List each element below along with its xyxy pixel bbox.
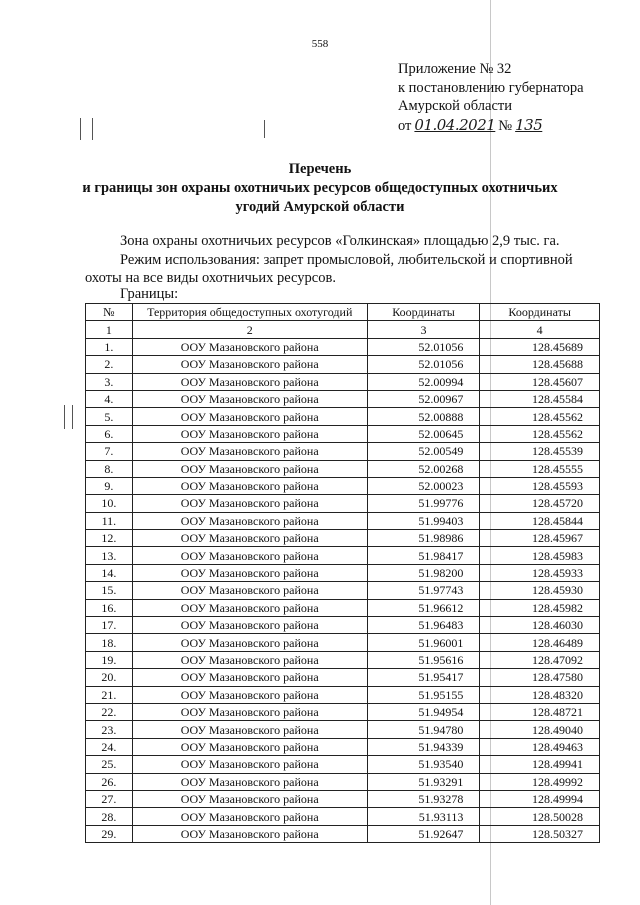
longitude-cell: 128.46030: [480, 617, 600, 634]
table-row: [86, 338, 600, 355]
longitude-cell: 128.45688: [480, 356, 600, 373]
longitude-cell: 128.45555: [480, 460, 600, 477]
column-header: Координаты: [480, 304, 600, 321]
latitude-cell: 52.00023: [367, 477, 480, 494]
row-number-cell: 27.: [86, 790, 133, 807]
scan-artifact-mark: [80, 118, 81, 140]
appendix-line: Приложение № 32: [398, 61, 512, 77]
scan-artifact-mark: [92, 118, 93, 140]
territory-cell: ООУ Мазановского района: [132, 390, 367, 407]
latitude-cell: 51.97743: [367, 582, 480, 599]
latitude-cell: 51.92647: [367, 825, 480, 842]
page-number: 558: [311, 38, 329, 50]
territory-cell: ООУ Мазановского района: [132, 651, 367, 668]
row-number-cell: 12.: [86, 530, 133, 547]
territory-cell: ООУ Мазановского района: [132, 686, 367, 703]
table-row: [86, 373, 600, 390]
territory-cell: ООУ Мазановского района: [132, 669, 367, 686]
longitude-cell: 128.45607: [480, 373, 600, 390]
longitude-cell: 128.45584: [480, 390, 600, 407]
row-number-cell: 10.: [86, 495, 133, 512]
regime-text-continued: охоты на все виды охотничьих ресурсов.: [85, 270, 336, 286]
territory-cell: ООУ Мазановского района: [132, 530, 367, 547]
number-label: №: [498, 117, 513, 134]
table-row: [86, 564, 600, 581]
latitude-cell: 51.96001: [367, 634, 480, 651]
title-line: и границы зон охраны охотничьих ресурсов общедоступных охотничьих угодий Амурской области: [82, 180, 558, 215]
row-number-cell: 2.: [86, 356, 133, 373]
row-number-cell: 5.: [86, 408, 133, 425]
territory-cell: ООУ Мазановского района: [132, 617, 367, 634]
row-number-cell: 4.: [86, 390, 133, 407]
column-header: Территория общедоступных охотугодий: [132, 304, 367, 321]
territory-cell: ООУ Мазановского района: [132, 356, 367, 373]
latitude-cell: 51.94780: [367, 721, 480, 738]
row-number-cell: 29.: [86, 825, 133, 842]
table-row: [86, 495, 600, 512]
territory-cell: ООУ Мазановского района: [132, 808, 367, 825]
title-line: Перечень: [288, 161, 352, 177]
longitude-cell: 128.45562: [480, 408, 600, 425]
table-row: [86, 651, 600, 668]
longitude-cell: 128.48721: [480, 703, 600, 720]
territory-cell: ООУ Мазановского района: [132, 495, 367, 512]
row-number-cell: 9.: [86, 477, 133, 494]
scan-artifact-mark: [72, 405, 73, 429]
latitude-cell: 52.00268: [367, 460, 480, 477]
row-number-cell: 22.: [86, 703, 133, 720]
index-cell: 3: [367, 321, 480, 338]
latitude-cell: 52.00645: [367, 425, 480, 442]
row-number-cell: 25.: [86, 756, 133, 773]
column-header: Координаты: [367, 304, 480, 321]
row-number-cell: 6.: [86, 425, 133, 442]
table-row: [86, 477, 600, 494]
table-row: [86, 356, 600, 373]
row-number-cell: 3.: [86, 373, 133, 390]
longitude-cell: 128.45539: [480, 443, 600, 460]
document-title: [0, 160, 640, 217]
table-body: [86, 338, 600, 842]
territory-cell: ООУ Мазановского района: [132, 477, 367, 494]
row-number-cell: 28.: [86, 808, 133, 825]
row-number-cell: 1.: [86, 338, 133, 355]
latitude-cell: 51.93291: [367, 773, 480, 790]
longitude-cell: 128.45933: [480, 564, 600, 581]
table-row: [86, 703, 600, 720]
table-row: [86, 460, 600, 477]
latitude-cell: 51.93278: [367, 790, 480, 807]
longitude-cell: 128.48320: [480, 686, 600, 703]
latitude-cell: 52.00994: [367, 373, 480, 390]
longitude-cell: 128.45967: [480, 530, 600, 547]
table-row: [86, 512, 600, 529]
column-header: №: [86, 304, 133, 321]
longitude-cell: 128.45982: [480, 599, 600, 616]
index-cell: 4: [480, 321, 600, 338]
territory-cell: ООУ Мазановского района: [132, 425, 367, 442]
table-row: [86, 773, 600, 790]
longitude-cell: 128.50327: [480, 825, 600, 842]
table-index-row: [86, 321, 600, 338]
latitude-cell: 52.01056: [367, 338, 480, 355]
handwritten-number: 135: [515, 115, 543, 134]
row-number-cell: 24.: [86, 738, 133, 755]
longitude-cell: 128.49941: [480, 756, 600, 773]
latitude-cell: 51.99403: [367, 512, 480, 529]
table-row: [86, 443, 600, 460]
index-cell: 2: [132, 321, 367, 338]
row-number-cell: 16.: [86, 599, 133, 616]
row-number-cell: 21.: [86, 686, 133, 703]
table-row: [86, 530, 600, 547]
appendix-header: [398, 60, 584, 135]
table-row: [86, 825, 600, 842]
table-row: [86, 582, 600, 599]
regime-paragraph: [85, 251, 600, 287]
coordinates-table: [85, 303, 600, 843]
appendix-line: к постановлению губернатора: [398, 79, 584, 96]
table-row: [86, 738, 600, 755]
table-row: [86, 756, 600, 773]
longitude-cell: 128.50028: [480, 808, 600, 825]
latitude-cell: 51.95417: [367, 669, 480, 686]
territory-cell: ООУ Мазановского района: [132, 564, 367, 581]
latitude-cell: 52.01056: [367, 356, 480, 373]
latitude-cell: 51.94954: [367, 703, 480, 720]
territory-cell: ООУ Мазановского района: [132, 825, 367, 842]
longitude-cell: 128.45983: [480, 547, 600, 564]
latitude-cell: 51.98200: [367, 564, 480, 581]
row-number-cell: 20.: [86, 669, 133, 686]
table-row: [86, 617, 600, 634]
territory-cell: ООУ Мазановского района: [132, 790, 367, 807]
territory-cell: ООУ Мазановского района: [132, 599, 367, 616]
row-number-cell: 7.: [86, 443, 133, 460]
latitude-cell: 51.93113: [367, 808, 480, 825]
scan-artifact-mark: [64, 405, 65, 429]
appendix-line: Амурской области: [398, 98, 512, 114]
borders-label: Границы:: [120, 286, 179, 302]
territory-cell: ООУ Мазановского района: [132, 738, 367, 755]
table-row: [86, 669, 600, 686]
table-row: [86, 790, 600, 807]
zone-paragraph: Зона охраны охотничьих ресурсов «Голкинская» площадью 2,9 тыс. га.: [120, 233, 560, 249]
territory-cell: ООУ Мазановского района: [132, 443, 367, 460]
row-number-cell: 8.: [86, 460, 133, 477]
table-row: [86, 634, 600, 651]
longitude-cell: 128.49463: [480, 738, 600, 755]
latitude-cell: 52.00549: [367, 443, 480, 460]
latitude-cell: 51.96483: [367, 617, 480, 634]
territory-cell: ООУ Мазановского района: [132, 338, 367, 355]
longitude-cell: 128.45593: [480, 477, 600, 494]
latitude-cell: 51.99776: [367, 495, 480, 512]
latitude-cell: 51.98986: [367, 530, 480, 547]
table-row: [86, 390, 600, 407]
row-number-cell: 26.: [86, 773, 133, 790]
latitude-cell: 52.00888: [367, 408, 480, 425]
territory-cell: ООУ Мазановского района: [132, 773, 367, 790]
latitude-cell: 51.95155: [367, 686, 480, 703]
row-number-cell: 18.: [86, 634, 133, 651]
table-row: [86, 721, 600, 738]
appendix-date-number-line: [398, 116, 584, 136]
territory-cell: ООУ Мазановского района: [132, 547, 367, 564]
territory-cell: ООУ Мазановского района: [132, 582, 367, 599]
longitude-cell: 128.47580: [480, 669, 600, 686]
row-number-cell: 13.: [86, 547, 133, 564]
table-row: [86, 547, 600, 564]
longitude-cell: 128.49992: [480, 773, 600, 790]
territory-cell: ООУ Мазановского района: [132, 373, 367, 390]
territory-cell: ООУ Мазановского района: [132, 460, 367, 477]
territory-cell: ООУ Мазановского района: [132, 634, 367, 651]
territory-cell: ООУ Мазановского района: [132, 756, 367, 773]
handwritten-date: 01.04.2021: [414, 115, 496, 134]
longitude-cell: 128.49994: [480, 790, 600, 807]
index-cell: 1: [86, 321, 133, 338]
scan-artifact-mark: [264, 120, 265, 138]
row-number-cell: 15.: [86, 582, 133, 599]
table-row: [86, 599, 600, 616]
longitude-cell: 128.45689: [480, 338, 600, 355]
table-row: [86, 686, 600, 703]
latitude-cell: 51.98417: [367, 547, 480, 564]
from-label: от: [398, 117, 412, 134]
latitude-cell: 51.93540: [367, 756, 480, 773]
table-row: [86, 408, 600, 425]
longitude-cell: 128.47092: [480, 651, 600, 668]
row-number-cell: 23.: [86, 721, 133, 738]
row-number-cell: 14.: [86, 564, 133, 581]
longitude-cell: 128.49040: [480, 721, 600, 738]
latitude-cell: 51.95616: [367, 651, 480, 668]
longitude-cell: 128.45562: [480, 425, 600, 442]
latitude-cell: 51.94339: [367, 738, 480, 755]
longitude-cell: 128.46489: [480, 634, 600, 651]
territory-cell: ООУ Мазановского района: [132, 721, 367, 738]
regime-text: Режим использования: запрет промысловой, любительской и спортивной: [120, 252, 573, 268]
table-header-row: [86, 304, 600, 321]
latitude-cell: 51.96612: [367, 599, 480, 616]
longitude-cell: 128.45720: [480, 495, 600, 512]
latitude-cell: 52.00967: [367, 390, 480, 407]
territory-cell: ООУ Мазановского района: [132, 512, 367, 529]
row-number-cell: 17.: [86, 617, 133, 634]
longitude-cell: 128.45930: [480, 582, 600, 599]
row-number-cell: 19.: [86, 651, 133, 668]
territory-cell: ООУ Мазановского района: [132, 408, 367, 425]
territory-cell: ООУ Мазановского района: [132, 703, 367, 720]
table-row: [86, 425, 600, 442]
row-number-cell: 11.: [86, 512, 133, 529]
table-row: [86, 808, 600, 825]
longitude-cell: 128.45844: [480, 512, 600, 529]
